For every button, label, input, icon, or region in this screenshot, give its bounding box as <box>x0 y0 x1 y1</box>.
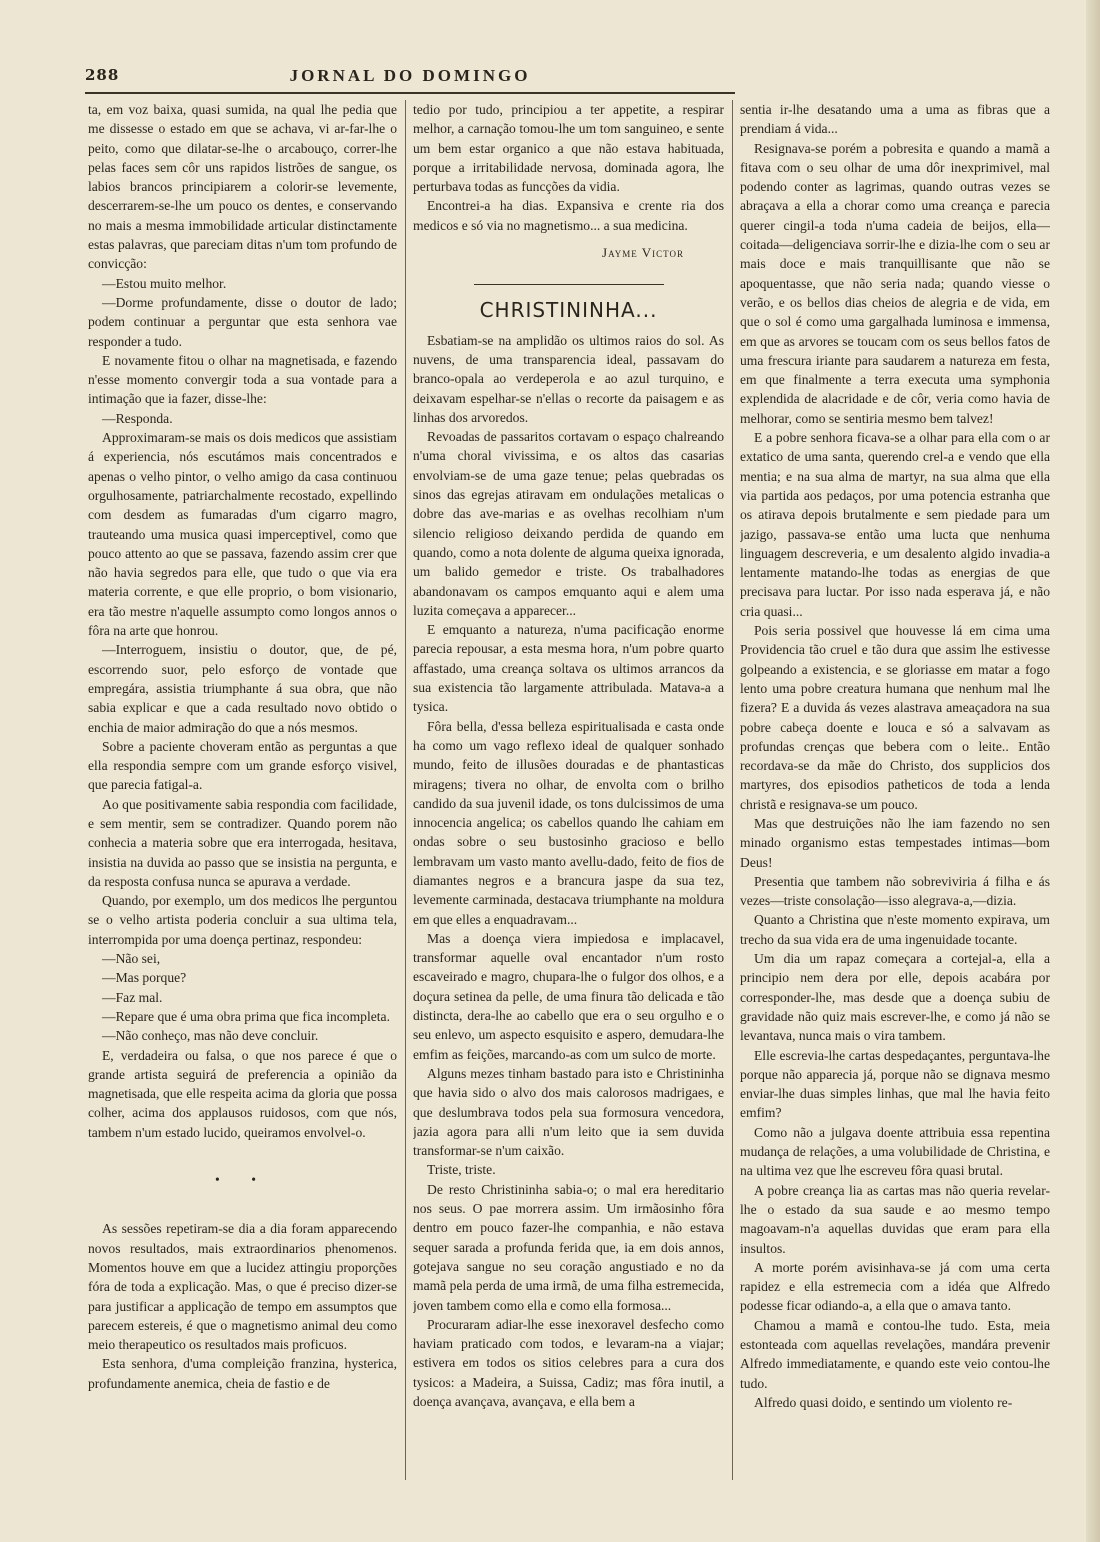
paragraph: Alfredo quasi doido, e sentindo um violento re- <box>754 1394 1013 1410</box>
paragraph: —Dorme profundamente, disse o doutor de lado; podem continuar a perguntar que esta senhora vae responder a tudo. <box>88 294 397 349</box>
column-2 <box>413 100 724 1490</box>
paragraph: Revoadas de passaritos cortavam o espaço chalreando n'uma choral vivissima, e os altos das casarias envolviam-se de uma gaze tenue; pelas quebradas os sinos das egrejas atiravam em ondulações metalicas o dobre das ave-marias e as ovelhas recolhiam n'um silencio religioso deixando perdida de quando em quando, como a nota dolente de alguma queixa ignorada, um balido gemedor e triste. Os trabalhadores abandonavam os campos emquanto aqui e alem uma luzita começava a apparecer... <box>413 429 724 618</box>
paragraph: E a pobre senhora ficava-se a olhar para ella com o ar extatico de uma santa, querendo crel-a e vendo que ella mentia; e na sua alma de martyr, na sua alma que ella via partida aos pedaços, por uma potencia estranha que os atirava depois brutalmente e sem piedade para um jazigo, passava-se então uma lucta que nenhuma linguagem descreveria, e um desalento algido invadia-a lentamente matando-lhe todas as energias de que precisava para luctar. Por isso nada esperava já, e não cria quasi... <box>740 430 1050 619</box>
paragraph: —Mas porque? <box>102 970 187 986</box>
paragraph: Chamou a mamã e contou-lhe tudo. Esta, meia estonteada com aquellas revelações, mandára prevenir Alfredo immediatamente, e quando este veio contou-lhe tudo. <box>740 1317 1050 1391</box>
paragraph: A morte porém avisinhava-se já com uma certa rapidez e ella estremecia com a idéa que Alfredo podesse ficar odiando-a, a ella que o amava tanto. <box>740 1259 1050 1314</box>
paragraph: tedio por tudo, principiou a ter appetite, a respirar melhor, a carnação tomou-lhe um tom sanguineo, e sente um bem estar organico a que não estava habituada, porque a irritabilidade nervosa, dominada agora, lhe perturbava todas as funcções da vidia. <box>413 102 724 195</box>
paragraph: Um dia um rapaz começara a cortejal-a, ella a principio nem dera por elle, depois acabára por corresponder-lhe, mas desde que a doença subiu de gravidade não quiz mais escrever-lhe, e como já não se levantava, nunca mais o vira tambem. <box>740 951 1050 1044</box>
paragraph: Resignava-se porém a pobresita e quando a mamã a fitava com o seu olhar de uma dôr inexprimivel, mal podendo conter as lagrimas, quando outras vezes se abraçava a ella a chorar como uma creança e parecia querer cingil-a toda n'uma cadeia de beijos, ella—coitada—deligenciava sorrir-lhe e dizia-lhe com o seu ar mais doce e mais tranquillisante que não se apoquentasse, que não seria nada; quando viesse o verão, e os bellos dias cheios de alegria e de vida, em que o sol é como uma gargalhada luminosa e immensa, em que as arvores se toucam com os seus bellos fatos de uma frescura iriante para saudarem a natureza em festa, em que finalmente a terra executa uma symphonia explendida de alacridade e de côr, veria como havia de melhorar, como se sentiria mesmo bem talvez! <box>740 140 1050 426</box>
paragraph: ta, em voz baixa, quasi sumida, na qual lhe pedia que me dissesse o estado em que se achava, vi ar-far-lhe o peito, como que dilatar-se-lhe o arcabouço, correr-lhe pelas faces sem côr uns rapidos listrões de sangue, os labios brancos principiarem a colorir-se levemente, descerrarem-se-lhe um pouco os dentes, e conservando no mais a mesma immobilidade articular distinctamente estas palavras, que pareciam ditas n'um tom profundo de convicção: <box>88 102 397 272</box>
article-title: CHRISTININHA... <box>479 298 658 323</box>
paragraph: Mas que destruições não lhe iam fazendo no sen minado organismo estas tempestades intimas—bom Deus! <box>740 815 1050 870</box>
paragraph: —Faz mal. <box>102 989 163 1005</box>
paragraph: Pois seria possivel que houvesse lá em cima uma Providencia tão cruel e tão dura que assim lhe estivesse golpeando a existencia, e se gloriasse em matar a fogo lento uma pobre creatura humana que nenhum mal lhe fizera? E a duvida ás vezes alastrava ameaçadora na sua pobre cabeça doente e louca e só a salvavam as profundas crenças que bebera com o leite.. Então recordava-se da mãe do Christo, dos supplicios dos martyres, dos episodios patheticos de toda a lenda christã e resignava-se um pouco. <box>740 623 1050 812</box>
column-1 <box>88 100 397 1490</box>
page-header <box>85 66 735 90</box>
author-signature: Jayme Victor <box>602 245 684 261</box>
paragraph: As sessões repetiram-se dia a dia foram apparecendo novos resultados, mais extraordinarios phenomenos. Momentos houve em que a lucidez attingiu proporções fóra de toda a explicação. Mas, o que é preciso dizer-se para justificar a applicação de tempo em assumptos que parecem estereis, é que o magnetismo animal deu como meio therapeutico os resultados mais proficuos. <box>88 1221 397 1353</box>
paragraph: Quanto a Christina que n'este momento expirava, um trecho da sua vida era de uma ingenuidade tocante. <box>740 912 1050 947</box>
paragraph: sentia ir-lhe desatando uma a uma as fibras que a prendiam á vida... <box>740 102 1050 137</box>
paragraph: Triste, triste. <box>427 1162 496 1178</box>
paragraph: Fôra bella, d'essa belleza espiritualisada e casta onde ha como um vago reflexo ideal de qualquer sonhado mundo, feito de illusões douradas e de phantasticas miragens; tivera no olhar, de envolta com o brilho candido da sua juvenil idade, os tons dulcissimos de uma innocencia angelica; os cabellos quando lhe cahiam em ondas sobre o seu bustosinho gracioso e bello lembravam um vasto manto avellu-dado, feito de fios de diamantes negros e a brancura jaspe da sua tez, levemente carminada, destacava triumphante na moldura em que elles a enquadravam... <box>413 718 724 927</box>
paragraph: Elle escrevia-lhe cartas despedaçantes, perguntava-lhe porque não apparecia já, porque não se dignava mesmo enviar-lhe duas simples linhas, que mal lhe havia feito emfim? <box>740 1047 1050 1121</box>
paragraph: E emquanto a natureza, n'uma pacificação enorme parecia repousar, a esta mesma hora, n'um pobre quarto affastado, uma creança soltava os ultimos arrancos da sua existencia tão largamente attribulada. Matava-a a tysica. <box>413 622 724 715</box>
journal-title: JORNAL DO DOMINGO <box>289 66 531 85</box>
column-divider-1 <box>405 100 406 1480</box>
paragraph: A pobre creança lia as cartas mas não queria revelar-lhe o estado da sua saude e ao mesmo tempo magoavam-n'a aquellas duvidas que eram para ella insultos. <box>740 1182 1050 1256</box>
paragraph: Mas a doença viera impiedosa e implacavel, transformar aquelle oval encantador n'um rosto escaveirado e magro, chupara-lhe o fulgor dos olhos, e a doçura setinea da pelle, de uma finura tão delicada e tão distincta, dera-lhe ao cabello que era o seu orgulho e o seu enlevo, um aspecto esquisito e aspero, demudara-lhe emfim as feições, marcando-as com um sulco de morte. <box>413 930 724 1062</box>
column-divider-2 <box>732 100 733 1480</box>
paragraph: Alguns mezes tinham bastado para isto e Christininha que havia sido o alvo dos mais calorosos madrigaes, e que deslumbrava todos pela sua formosura vencedora, jazia agora para alli n'um leito que ia sem duvida transformar-se n'um caixão. <box>413 1065 724 1159</box>
column-3 <box>740 100 1050 1490</box>
paragraph: Como não a julgava doente attribuia essa repentina mudança de relações, a uma volubilidade de Christina, e na ultima vez que lhe escreveu fôra quasi brutal. <box>740 1124 1050 1179</box>
paragraph: —Não conheço, mas não deve concluir. <box>102 1028 319 1044</box>
paragraph: —Responda. <box>102 410 173 426</box>
article-divider <box>474 284 664 285</box>
paragraph: —Repare que é uma obra prima que fica incompleta. <box>102 1008 390 1024</box>
paragraph: Quando, por exemplo, um dos medicos lhe perguntou se o velho artista poderia concluir a sua ultima tela, interrompida por uma doença pertinaz, respondeu: <box>88 893 397 947</box>
paragraph: Encontrei-a ha dias. Expansiva e crente ria dos medicos e só via no magnetismo... a sua medicina. <box>413 198 724 233</box>
binding-edge <box>1086 0 1100 1542</box>
paragraph: Ao que positivamente sabia respondia com facilidade, e sem mentir, sem se contradizer. Quando porem não conhecia a materia sobre que era interrogada, hesitava, insistia na duvida ao passo que se insistia na pergunta, e da resposta confusa nunca se apurava a verdade. <box>88 796 397 889</box>
page-number: 288 <box>85 66 120 84</box>
paragraph: —Interroguem, insistiu o doutor, que, de pé, escorrendo suor, pelo esforço de vontade que empregára, assistia triumphante á sua obra, que não sabia explicar e que a cada resultado novo obtido o enchia de maior admiração do que a nós mesmos. <box>88 642 397 735</box>
paragraph: Esta senhora, d'uma compleição franzina, hysterica, profundamente anemica, cheia de fastio e de <box>88 1356 397 1391</box>
paragraph: E novamente fitou o olhar na magnetisada, e fazendo n'esse momento convergir toda a sua vontade para a intimação que ia fazer, disse-lhe: <box>88 352 397 407</box>
paragraph: Sobre a paciente choveram então as perguntas a que ella respondia sempre com um grande esforço visivel, que parecia fatigal-a. <box>88 738 397 793</box>
paragraph: Esbatiam-se na amplidão os ultimos raios do sol. As nuvens, de uma transparencia ideal, passavam do branco-opala ao verdeperola e ao azul turquino, e deixavam espelhar-se n'ellas o recorte da paisagem e as linhas dos arvoredos. <box>413 332 724 425</box>
paragraph: Procuraram adiar-lhe esse inexoravel desfecho como haviam praticado com todos, e levaram-na a viajar; estivera em todos os sitios celebres para a cura dos tysicos: a Madeira, a Suissa, Cadiz; mas fôra inutil, a doença avançava, avançava, e ella bem a <box>413 1316 724 1409</box>
paragraph: De resto Christininha sabia-o; o mal era hereditario nos seus. O pae morrera assim. Um irmãosinho fôra dentro em pouco fazer-lhe companhia, e não estava sequer sarada a profunda ferida que, ia em dois annos, gotejava sangue no seu coração angustiado e no da mamã pela perda de uma irmã, de uma filha estremecida, joven tambem como ella e como ella formosa... <box>413 1181 724 1313</box>
header-rule <box>85 92 735 94</box>
paragraph: —Não sei, <box>102 951 161 967</box>
paragraph: Approximaram-se mais os dois medicos que assistiam á experiencia, nós escutámos mais concentrados e apenas o velho pintor, o velho amigo da casa continuou orgulhosamente, patriarchalmente recostado, expellindo com desdem as fumaradas d'um cigarro magro, trauteando uma musica quasi imperceptivel, como que pouco attento ao que se passava, fazendo assim crer que não havia segredos para elle, que tudo o que via era materia corrente, e que elle proprio, o bom visionario, era tão mestre n'aquelle assumpto como longos annos o fôra na arte que honrou. <box>88 430 397 639</box>
paragraph: Presentia que tambem não sobreviviria á filha e ás vezes—triste consolação—isso alegrava-a,—dizia. <box>740 873 1050 909</box>
paragraph: E, verdadeira ou falsa, o que nos parece é que o grande artista seguirá de preferencia a opinião da magnetisada, que elle respeita acima da gloria que possa colher, acima dos applausos ruidosos, com que nós, tambem n'um estado lucido, queiramos envolvel-o. <box>88 1047 397 1140</box>
paragraph: —Estou muito melhor. <box>102 275 227 291</box>
section-separator: • • <box>215 1172 270 1188</box>
